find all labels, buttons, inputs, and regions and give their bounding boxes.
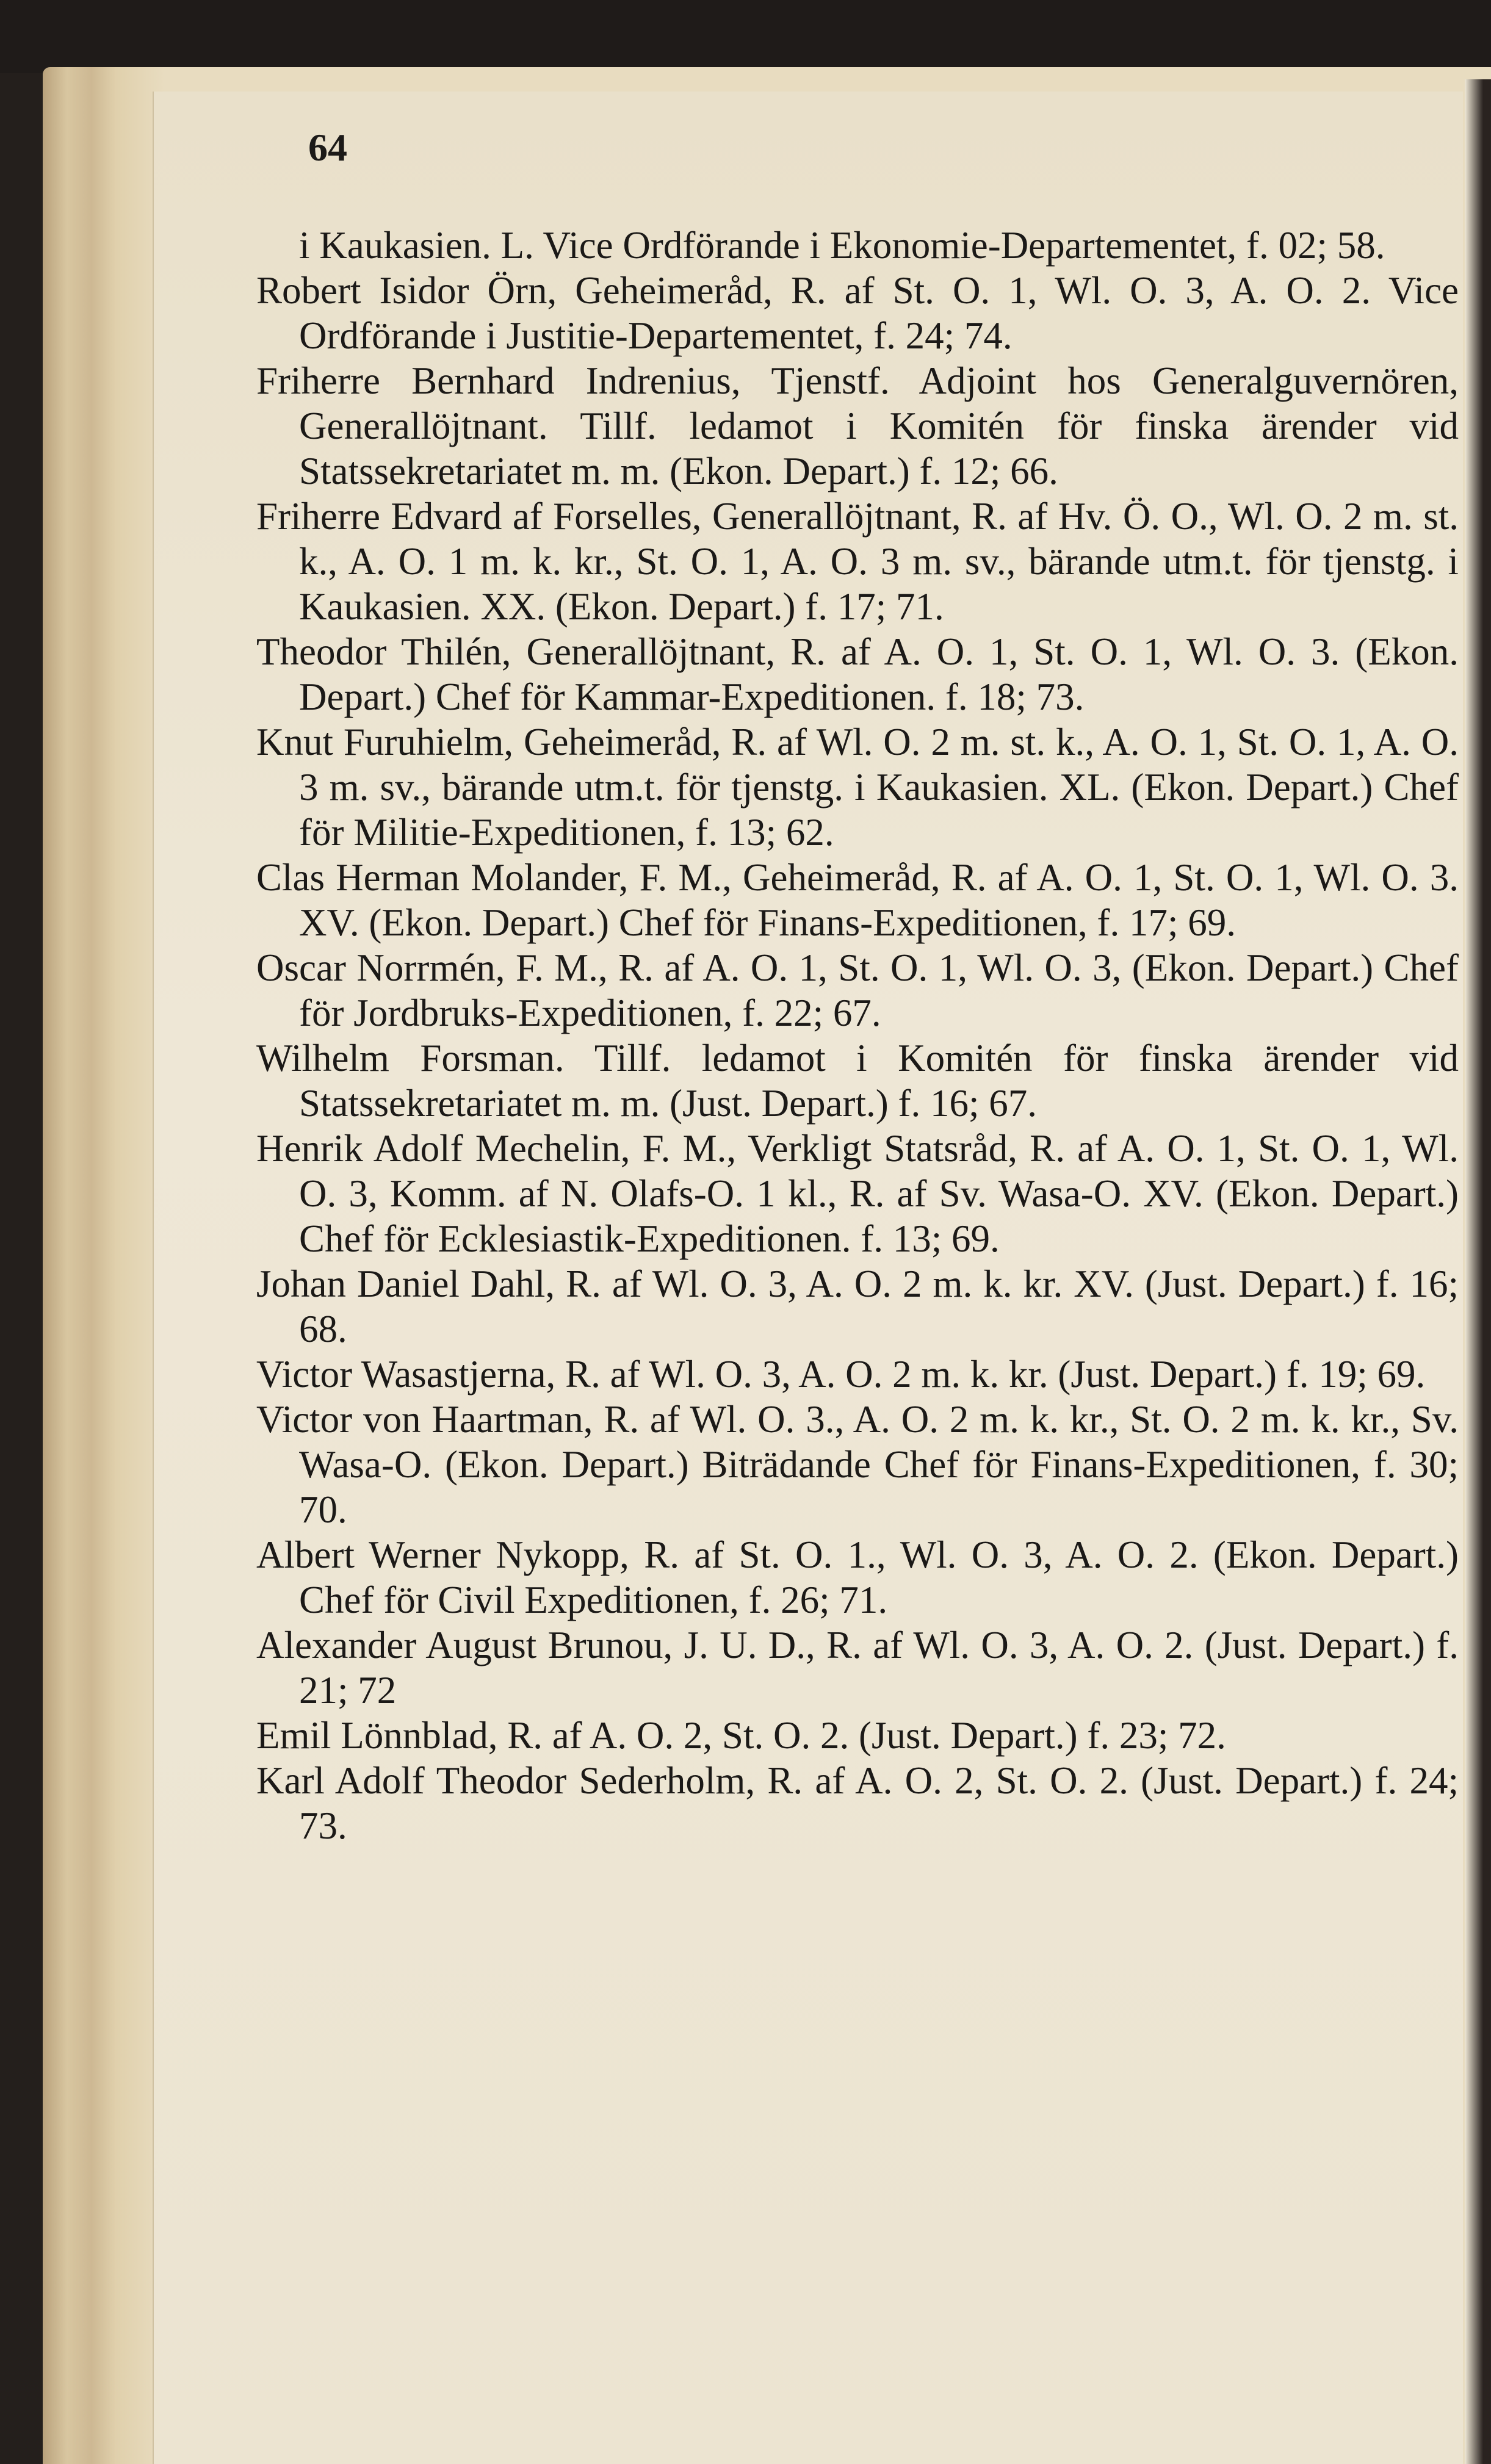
book-right-edge — [1465, 79, 1491, 2464]
entry-brunou: Alexander August Brunou, J. U. D., R. af Wl. O. 3, A. O. 2. (Just. Depart.) f. 21; 72 — [256, 1624, 1459, 1712]
entry-nykopp: Albert Werner Nykopp, R. af St. O. 1., Wl. O. 3, A. O. 2. (Ekon. Depart.) Chef för Civil Expeditionen, f. 26; 71. — [256, 1533, 1459, 1621]
entry-wasastjerna: Victor Wasastjerna, R. af Wl. O. 3, A. O. 2 m. k. kr. (Just. Depart.) f. 19; 69. — [256, 1353, 1426, 1396]
entry-lonnblad: Emil Lönnblad, R. af A. O. 2, St. O. 2. (Just. Depart.) f. 23; 72. — [256, 1714, 1226, 1757]
scan-top-shadow — [0, 0, 1491, 73]
entry-orn: Robert Isidor Örn, Geheimeråd, R. af St. O. 1, Wl. O. 3, A. O. 2. Vice Ordförande i Justitie-Departementet, f. 24; 74. — [256, 269, 1459, 357]
page-text — [256, 223, 1459, 1848]
entry-furuhielm: Knut Furuhielm, Geheimeråd, R. af Wl. O. 2 m. st. k., A. O. 1, St. O. 1, A. O. 3 m. sv., bärande utm.t. för tjenstg. i Kaukasien. XL. (Ekon. Depart.) Chef för Militie-Expeditionen, f. 13; 62. — [256, 721, 1459, 854]
entry-sederholm: Karl Adolf Theodor Sederholm, R. af A. O. 2, St. O. 2. (Just. Depart.) f. 24; 73. — [256, 1759, 1459, 1847]
entry-thilen: Theodor Thilén, Generallöjtnant, R. af A. O. 1, St. O. 1, Wl. O. 3. (Ekon. Depart.) Chef för Kammar-Expeditionen. f. 18; 73. — [256, 630, 1459, 718]
entry-norrmen: Oscar Norrmén, F. M., R. af A. O. 1, St. O. 1, Wl. O. 3, (Ekon. Depart.) Chef för Jordbruks-Expeditionen, f. 22; 67. — [256, 946, 1459, 1034]
entry-dahl: Johan Daniel Dahl, R. af Wl. O. 3, A. O. 2 m. k. kr. XV. (Just. Depart.) f. 16; 68. — [256, 1263, 1459, 1350]
entry-continuation: i Kaukasien. L. Vice Ordförande i Ekonomie-Departementet, f. 02; 58. — [299, 224, 1385, 267]
entry-forselles: Friherre Edvard af Forselles, Generallöjtnant, R. af Hv. Ö. O., Wl. O. 2 m. st. k., A. O. 1 m. k. kr., St. O. 1, A. O. 3 m. sv., bärande utm.t. för tjenstg. i Kaukasien. XX. (Ekon. Depart.) f. 17; 71. — [256, 495, 1459, 628]
entry-mechelin: Henrik Adolf Mechelin, F. M., Verkligt Statsråd, R. af A. O. 1, St. O. 1, Wl. O. 3, Komm. af N. Olafs-O. 1 kl., R. af Sv. Wasa-O. XV. (Ekon. Depart.) Chef för Ecklesiastik-Expeditionen. f. 13; 69. — [256, 1127, 1459, 1260]
entry-forsman: Wilhelm Forsman. Tillf. ledamot i Komitén för finska ärender vid Statssekretariatet m. m. (Just. Depart.) f. 16; 67. — [256, 1037, 1459, 1125]
entry-molander: Clas Herman Molander, F. M., Geheimeråd, R. af A. O. 1, St. O. 1, Wl. O. 3. XV. (Ekon. Depart.) Chef för Finans-Expeditionen, f. 17; 69. — [256, 856, 1459, 944]
entry-indrenius: Friherre Bernhard Indrenius, Tjenstf. Adjoint hos Generalguvernören, Generallöjtnant. Tillf. ledamot i Komitén för finska ärender vid Statssekretariatet m. m. (Ekon. Depart.) f. 12; 66. — [256, 359, 1459, 492]
entry-haartman: Victor von Haartman, R. af Wl. O. 3., A. O. 2 m. k. kr., St. O. 2 m. k. kr., Sv. Wasa-O. (Ekon. Depart.) Biträdande Chef för Finans-Expeditionen, f. 30; 70. — [256, 1398, 1459, 1531]
page-number: 64 — [308, 126, 347, 169]
